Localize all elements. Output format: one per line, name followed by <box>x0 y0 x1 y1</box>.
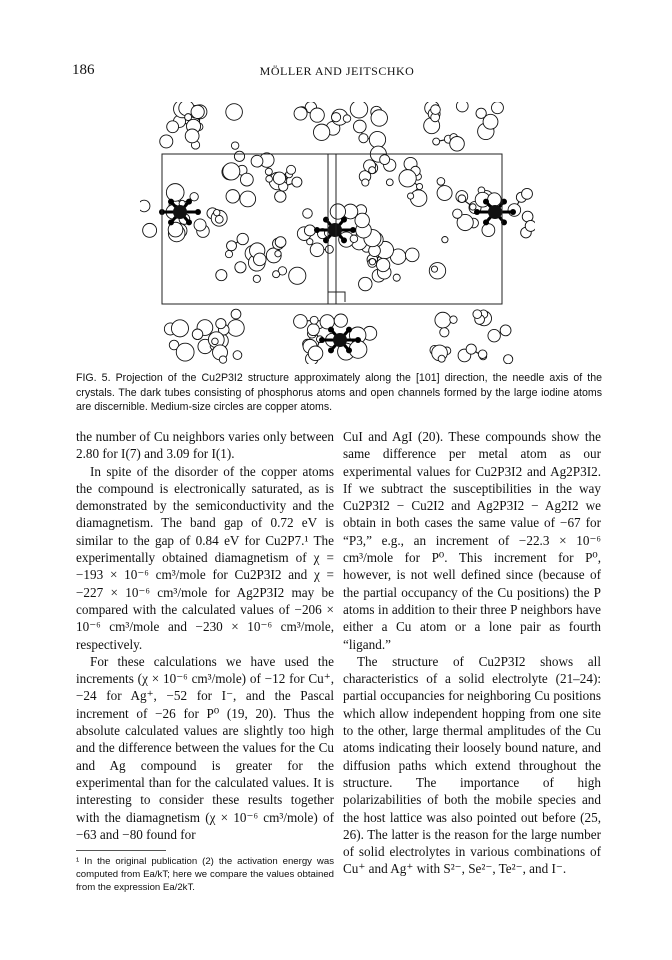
atom-circle <box>369 131 385 147</box>
atom-circle <box>450 136 465 151</box>
atom-circle <box>234 151 244 161</box>
atom-circle <box>294 315 308 329</box>
atom-circle <box>215 215 223 223</box>
atom-circle <box>273 271 280 278</box>
atom-circle <box>140 200 150 212</box>
atom-circle <box>176 343 194 361</box>
atom-circle <box>435 312 451 328</box>
atom-circle <box>253 253 266 266</box>
atom-circle <box>225 250 232 257</box>
atom-circle <box>359 277 372 290</box>
crystal-structure-figure <box>140 102 535 364</box>
atom-circle <box>405 248 419 262</box>
atom-circle <box>275 251 281 257</box>
atom-circle <box>219 356 226 363</box>
atom-circle <box>223 163 240 180</box>
atom-circle <box>433 138 440 145</box>
atom-circle <box>231 142 238 149</box>
atom-circle <box>143 223 157 237</box>
atom-circle <box>442 237 448 243</box>
atom-circle <box>331 113 340 122</box>
atom-circle <box>350 102 367 118</box>
atom-circle <box>386 179 393 186</box>
atom-circle <box>437 186 452 201</box>
atom-circle <box>191 105 204 118</box>
atom-circle <box>251 155 263 167</box>
crystal-structure-drawing <box>140 102 535 364</box>
atom-circle <box>371 110 387 126</box>
atom-circle <box>458 195 466 203</box>
atom-circle <box>227 241 237 251</box>
atom-circle <box>482 224 495 237</box>
atom-circle <box>166 184 184 202</box>
atom-circle <box>504 355 513 364</box>
atom-circle <box>350 235 358 243</box>
footnote: ¹ In the original publication (2) the activation energy was computed from Ea/kT; here we compare the values obtained from the expression Ea/2kT. <box>76 856 334 893</box>
atom-circle <box>456 102 468 112</box>
atom-circle <box>310 316 318 324</box>
atom-circle <box>273 172 285 184</box>
page-header <box>72 62 602 84</box>
atom-circle <box>353 120 366 133</box>
atom-circle <box>313 124 329 140</box>
atom-circle <box>308 346 323 361</box>
atom-circle <box>240 191 256 207</box>
atom-circle <box>470 204 476 210</box>
atom-circle <box>453 209 462 218</box>
atom-circle <box>233 351 242 360</box>
atom-circle <box>376 258 389 271</box>
paragraph: the number of Cu neighbors varies only between 2.80 for I(7) and 3.09 for I(1). <box>76 429 334 462</box>
atom-circle <box>466 344 476 354</box>
atom-circle <box>287 165 296 174</box>
atom-circle <box>294 107 307 120</box>
atom-circle <box>237 233 248 244</box>
running-head: MÖLLER AND JEITSCHKO <box>259 64 415 78</box>
atom-circle <box>320 315 334 329</box>
atom-circle <box>265 168 272 175</box>
atom-circle <box>310 108 324 122</box>
atom-circle <box>289 267 306 284</box>
atom-circle <box>307 324 319 336</box>
paragraph: For these calculations we have used the increments (χ × 10⁻⁶ cm³/mole) of −12 for Cu⁺, −24 for Ag⁺, −52 for I⁻, and the Pascal increment of −26 for P⁰ (19, 20). Thus the absolute calculated values are slightly too high and the difference between the values for the Cu and Ag compound is greater for the experimental than for the calculated values. It is interesting to consider these results together with the diamagnetism (χ × 10⁻⁶ cm³/mole) of −63 and −80 found for <box>76 653 334 842</box>
left-column <box>76 428 334 843</box>
atom-circle <box>275 237 286 248</box>
atom-circle <box>307 239 313 245</box>
figure-caption: FIG. 5. Projection of the Cu2P3I2 structure approximately along the [101] direction, the needle axis of the crystals. The dark tubes consisting of phosphorus atoms and open channels formed by the large iodine atoms are discernible. Medium-size circles are copper atoms. <box>76 372 602 413</box>
atom-circle <box>393 274 400 281</box>
atom-circle <box>525 220 535 231</box>
atom-circle <box>240 173 253 186</box>
atom-circle <box>369 167 376 174</box>
atom-circle <box>522 188 533 199</box>
atom-circle <box>500 325 511 336</box>
atom-circle <box>214 209 220 215</box>
atom-circle <box>185 129 199 143</box>
atom-circle <box>399 170 416 187</box>
atom-circle <box>440 328 449 337</box>
atom-circle <box>253 275 260 282</box>
atom-circle <box>226 104 243 121</box>
atom-circle <box>438 355 445 362</box>
atom-circle <box>478 350 487 359</box>
paragraph: In spite of the disorder of the copper atoms the compound is electronically saturated, as is demonstrated by the semiconductivity and the diamagnetism. The band gap of 0.72 eV is similar to the gap of 0.84 eV for Cu2P7.¹ The experimentally obtained diamagnetism of χ = −193 × 10⁻⁶ cm³/mole for Cu2P3I2 and χ = −227 × 10⁻⁶ cm³/mole for Ag2P3I2 may be compared with the calculated values of −206 × 10⁻⁶ cm³/mole and −230 × 10⁻⁶ cm³/mole, respectively. <box>76 463 334 652</box>
atom-circle <box>491 102 503 114</box>
atom-circle <box>355 213 369 227</box>
atom-circle <box>407 193 413 199</box>
right-column <box>343 428 601 878</box>
paragraph: CuI and AgI (20). These compounds show the same difference per metal atom as our experimental values for Cu2P3I2 and Ag2P3I2. If we subtract the susceptibilities in the way Cu2P3I2 − Cu2I2 and Ag2P3I2 − Ag2I2 we obtain in both cases the same value of −67 for “P3,” e.g., an increment of −22.3 × 10⁻⁶ cm³/mole for P⁰. This increment for P⁰, however, is not well defined since (because of the partial occupancy of the Cu positions) the P atoms in addition to their three P neighbors have either a Cu atom or a lone pair as fourth “ligand.” <box>343 429 601 652</box>
atom-circle <box>334 314 347 327</box>
page-number: 186 <box>72 62 95 78</box>
footnote-rule <box>76 850 166 851</box>
atom-circle <box>325 245 333 253</box>
atom-circle <box>160 135 173 148</box>
atom-circle <box>231 309 241 319</box>
atom-circle <box>235 262 246 273</box>
atom-circle <box>185 114 192 121</box>
atom-circle <box>194 219 206 231</box>
atom-circle <box>216 319 226 329</box>
atom-circle <box>488 329 500 341</box>
atom-circle <box>431 266 437 272</box>
atom-circle <box>437 178 445 186</box>
atom-circle <box>212 338 219 345</box>
atom-circle <box>171 320 188 337</box>
atom-circle <box>275 191 286 202</box>
atom-circle <box>192 329 203 340</box>
atom-circle <box>303 209 313 219</box>
atom-circle <box>416 183 422 189</box>
atom-circle <box>216 270 227 281</box>
atom-circle <box>226 190 239 203</box>
atom-circle <box>343 115 351 123</box>
atom-circle <box>266 176 273 183</box>
atom-circle <box>167 121 179 133</box>
atom-circle <box>431 105 441 115</box>
atom-circle <box>362 179 369 186</box>
atom-circle <box>380 155 390 165</box>
atom-circle <box>476 108 486 118</box>
paragraph: The structure of Cu2P3I2 shows all characteristics of a solid electrolyte (21–24): partial occupancies for neighboring Cu positions which allow independent hopping from one site to the other, large thermal amplitudes of the Cu atoms indicating their loosely bound nature, and diffusion paths which extend throughout the structure. The importance of high polarizabilities of both the mobile species and the host lattice was also pointed out before (25, 26). The latter is the reason for the large number of solid electrolytes in various combinations of Cu⁺ and Ag⁺ with S²⁻, Se²⁻, Te²⁻, and I⁻. <box>343 653 601 877</box>
atom-circle <box>359 134 368 143</box>
atom-circle <box>228 320 245 337</box>
atom-circle <box>310 243 324 257</box>
atom-circle <box>292 177 302 187</box>
atom-circle <box>369 259 375 265</box>
atom-circle <box>450 316 457 323</box>
atom-circle <box>473 310 482 319</box>
atom-circle <box>304 225 315 236</box>
